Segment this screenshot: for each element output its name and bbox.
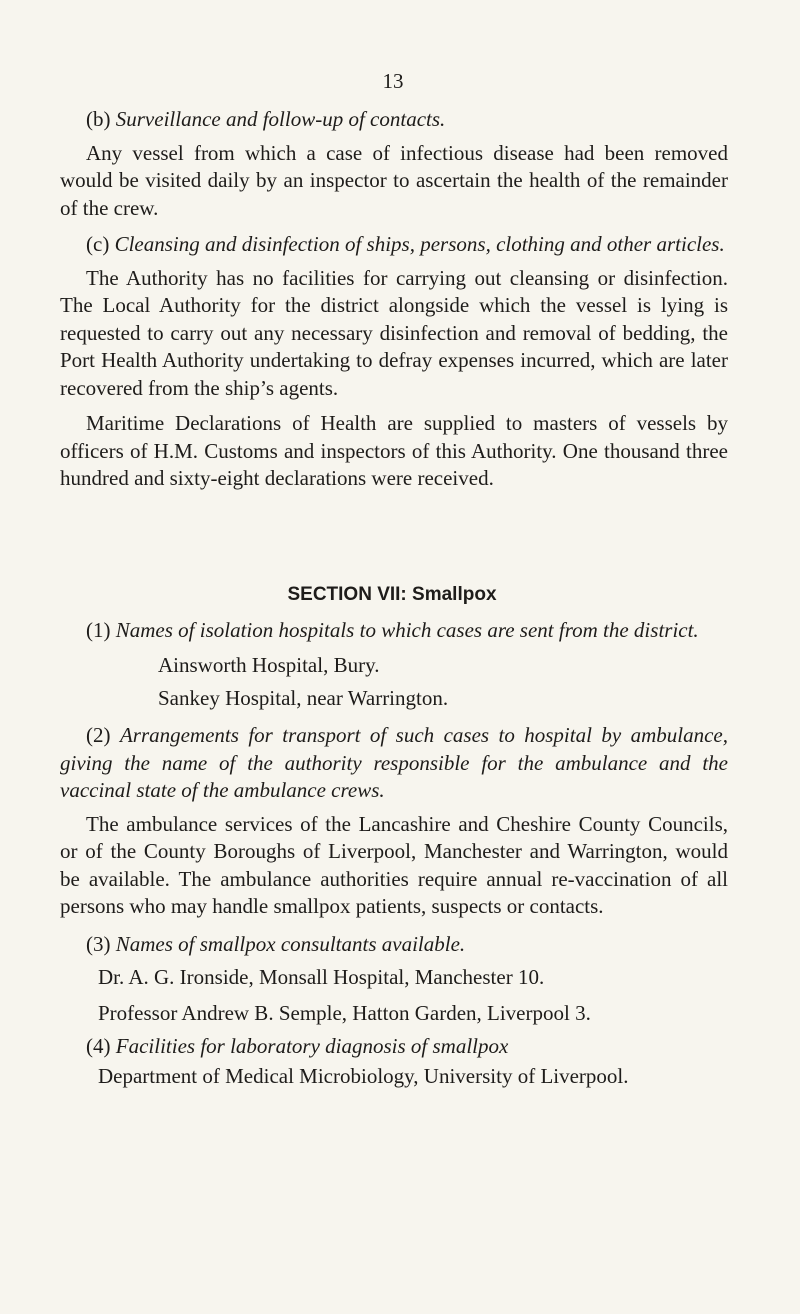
item-4-heading-text: Facilities for laboratory diagnosis of smallpox (115, 1034, 509, 1058)
surveillance-label: (b) (86, 107, 111, 131)
item-2-heading (60, 722, 728, 805)
item-4-line: Department of Medical Microbiology, University of Liverpool. (98, 1063, 629, 1088)
item-3-heading-text: Names of smallpox consultants available. (115, 931, 466, 956)
item-3-line: Professor Andrew B. Semple, Hatton Garden, Liverpool 3. (98, 1000, 591, 1025)
cleansing-paragraph: The Authority has no facilities for carrying out cleansing or disinfection. The Local Authority for the district alongside which the vessel is lying is requested to carry out any necessary disinfection and removal of bedding, the Port Health Authority undertaking to defray expenses incurred, which are later recovered from the ship’s agents. (60, 265, 728, 400)
item-1-heading-text: Names of isolation hospitals to which cases are sent from the district. (115, 617, 699, 642)
item-1-label: (1) (86, 617, 111, 642)
item-4-label: (4) (86, 1034, 111, 1058)
surveillance-heading (60, 106, 728, 134)
item-3-label: (3) (86, 931, 111, 956)
declarations-paragraph: Maritime Declarations of Health are supplied to masters of vessels by officers of H.M. Customs and inspectors of this Authority. One thousand three hundred and sixty-eight declarations were received. (60, 411, 728, 490)
surveillance-heading-text: Surveillance and follow-up of contacts. (115, 107, 446, 131)
item-2-body: The ambulance services of the Lancashire and Cheshire County Councils, or of the County Boroughs of Liverpool, Manchester and Warrington, would be available. The ambulance authorities require annual re-vaccination of all persons who may handle smallpox patients, suspects or contacts. (60, 811, 728, 918)
item-3-heading (60, 931, 728, 959)
section-title: SECTION VII: Smallpox (287, 583, 497, 605)
surveillance-body: Any vessel from which a case of infectious disease had been removed would be visited daily by an inspector to ascertain the health of the remainder of the crew. (60, 140, 728, 220)
cleansing-heading-text: Cleansing and disinfection of ships, persons, clothing and other articles. (114, 232, 725, 256)
item-1-line: Ainsworth Hospital, Bury. (158, 653, 380, 677)
item-2-label: (2) (86, 723, 111, 747)
item-2-heading-text: Arrangements for transport of such cases to hospital by ambulance, giving the name of the authority responsible for the ambulance and the vaccinal state of the ambulance crews. (60, 723, 729, 802)
item-1-heading (60, 617, 728, 645)
item-1-line: Sankey Hospital, near Warrington. (158, 685, 449, 710)
cleansing-label: (c) (86, 232, 110, 256)
page-number: 13 (382, 69, 404, 93)
item-4-heading (60, 1033, 728, 1061)
item-3-line: Dr. A. G. Ironside, Monsall Hospital, Manchester 10. (98, 965, 545, 989)
cleansing-heading (60, 231, 728, 259)
